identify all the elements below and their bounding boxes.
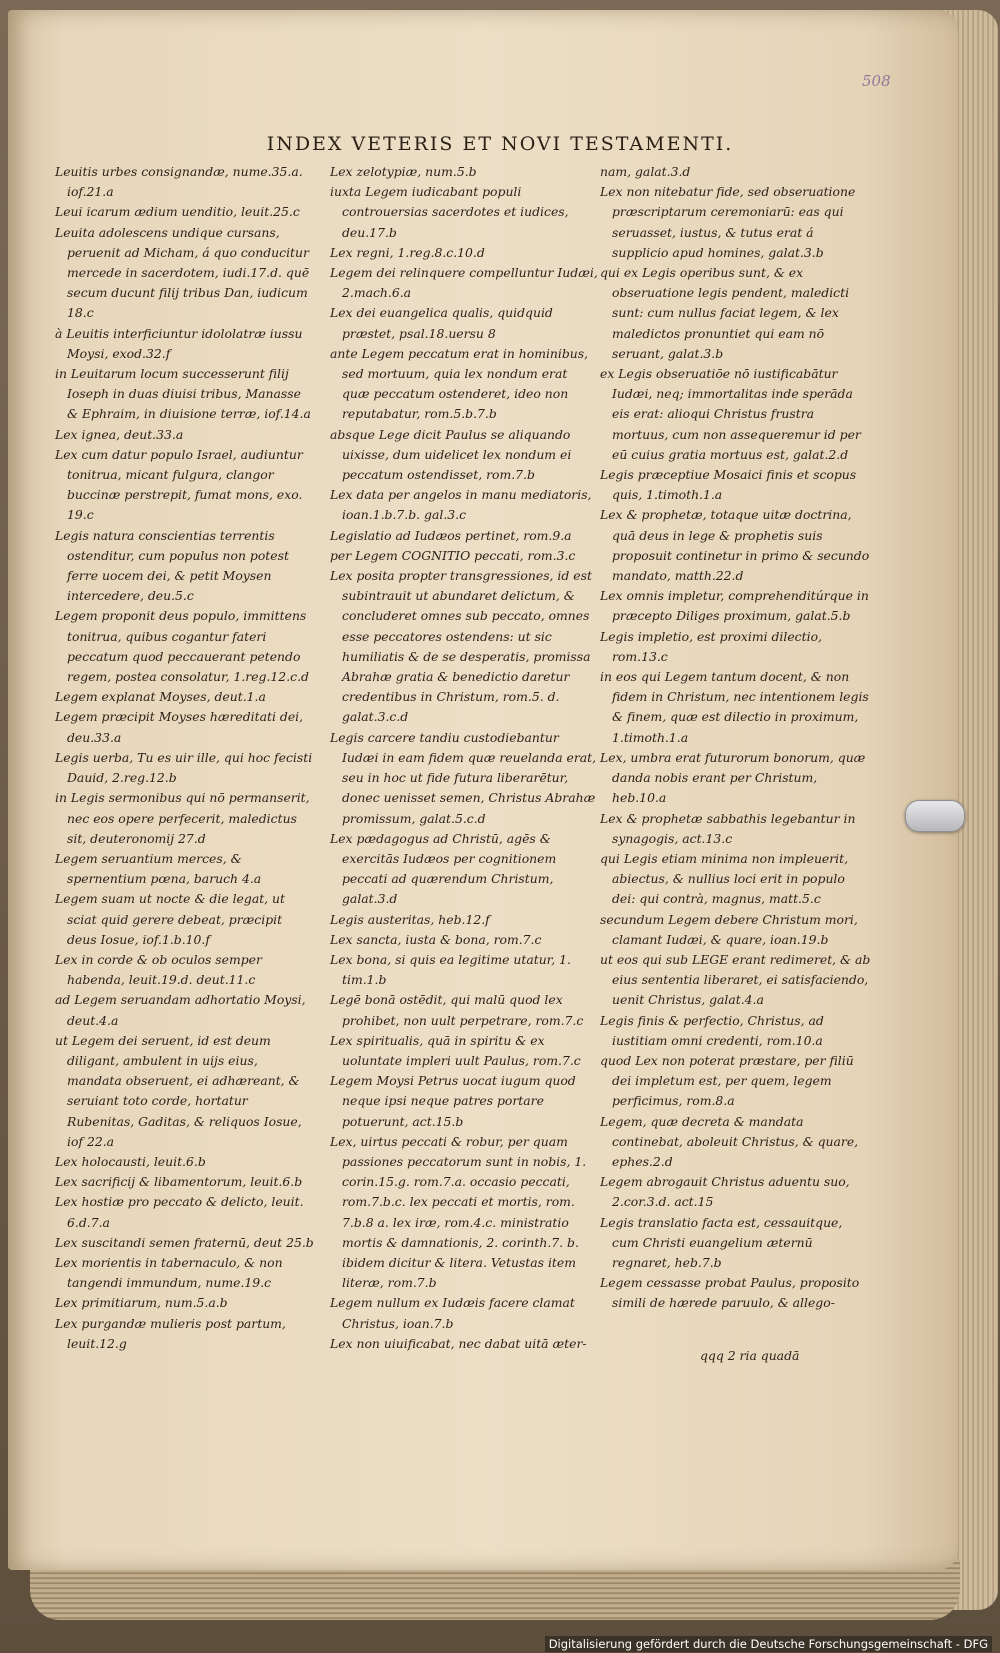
index-entry: Lex holocausti, leuit.6.b bbox=[55, 1153, 206, 1169]
index-entry: ante Legem peccatum erat in hominibus, sed mortuum, quia lex nondum erat quæ peccatum ostenderet, ideo non reputabatur, rom.5.b.7.b bbox=[330, 345, 589, 422]
index-entry: Legis finis & perfectio, Christus, ad iustitiam omni credenti, rom.10.a bbox=[600, 1012, 824, 1048]
index-entry: Legis austeritas, heb.12.f bbox=[330, 911, 490, 927]
index-entry: in Leuitarum locum successerunt filij Ioseph in duas diuisi tribus, Manasse & Ephraim, in diuisione terræ, iof.14.a bbox=[55, 366, 311, 422]
index-entry: Lex sancta, iusta & bona, rom.7.c bbox=[330, 931, 542, 947]
index-entry: Legem suam ut nocte & die legat, ut sciat quid gerere debeat, præcipit deus Iosue, iof.1.b.10.f bbox=[55, 891, 286, 947]
index-entry: Lex zelotypiæ, num.5.b bbox=[330, 164, 477, 179]
index-entry: Lex, umbra erat futurorum bonorum, quæ danda nobis erant per Christum, heb.10.a bbox=[600, 749, 866, 806]
index-entry: Legem nullum ex Iudæis facere clamat Christus, ioan.7.b bbox=[330, 1295, 575, 1331]
index-entry: Leuita adolescens undique cursans, peruenit ad Micham, á quo conducitur mercede in sacerdotem, iudi.17.d. quē secum ducunt filij tribus Dan, iudicum 18.c bbox=[55, 224, 310, 321]
index-entry: Lex cum datur populo Israel, audiuntur tonitrua, micant fulgura, clangor buccinæ perstrepit, fumat mons, exo. 19.c bbox=[55, 446, 303, 523]
index-entry: nam, galat.3.d bbox=[600, 164, 691, 179]
index-entry: ad Legem seruandam adhortatio Moysi, deut.4.a bbox=[55, 992, 306, 1028]
index-entry: Lex hostiæ pro peccato & delicto, leuit. 6.d.7.a bbox=[55, 1194, 304, 1230]
index-entry: Legem explanat Moyses, deut.1.a bbox=[55, 689, 266, 705]
index-entry: Legem proponit deus populo, immittens tonitrua, quibus cogantur fateri peccatum quod peccauerant petendo regem, postea consolatur, 1.reg.12.c.d bbox=[55, 608, 309, 685]
index-entry: Lex morientis in tabernaculo, & non tangendi immundum, nume.19.c bbox=[55, 1254, 283, 1291]
index-entry: secundum Legem debere Christum mori, clamant Iudæi, & quare, ioan.19.b bbox=[600, 911, 858, 947]
index-entry: Legem seruantium merces, & spernentium pœna, baruch 4.a bbox=[55, 850, 262, 887]
index-entry: Lex data per angelos in manu mediatoris, ioan.1.b.7.b. gal.3.c bbox=[330, 487, 592, 523]
index-entry: Lex spiritualis, quā in spiritu & ex uoluntate impleri uult Paulus, rom.7.c bbox=[330, 1032, 581, 1068]
index-entry: Leuitis urbes consignandæ, nume.35.a. iof.21.a bbox=[55, 164, 303, 200]
index-entry: Legis impletio, est proximi dilectio, rom.13.c bbox=[600, 628, 822, 664]
index-entry: Lex non nitebatur fide, sed obseruatione præscriptarum ceremoniarū: eas qui seruasset, iustus, & tutus erat á supplicio apud homines, galat.3.b bbox=[600, 184, 856, 260]
index-entry: Legis uerba, Tu es uir ille, qui hoc fecisti Dauid, 2.reg.12.b bbox=[55, 749, 313, 786]
index-entry: Legē bonā ostēdit, qui malū quod lex prohibet, non uult perpetrare, rom.7.c bbox=[330, 992, 584, 1028]
index-entry: ex Legis obseruatiōe nō iustificabātur Iudæi, neq; immortalitas inde sperāda eis erat: alioqui Christus frustra mortuus, cum non assequeremur id per eū cuius gratia mortuus est, galat.2.d bbox=[600, 366, 861, 462]
index-column-1 bbox=[55, 162, 315, 1354]
index-entry: per Legem COGNITIO peccati, rom.3.c bbox=[330, 547, 576, 563]
index-entry: Lex bona, si quis ea legitime utatur, 1. tim.1.b bbox=[330, 951, 571, 988]
index-entry: qui Legis etiam minima non impleuerit, abiectus, & nullius loci erit in populo dei: qui contrà, magnus, matt.5.c bbox=[600, 850, 849, 907]
index-entry: Legislatio ad Iudæos pertinet, rom.9.a bbox=[330, 527, 572, 543]
index-entry: à Leuitis interficiuntur idololatræ iussu Moysi, exod.32.f bbox=[55, 325, 303, 361]
index-column-3 bbox=[600, 162, 872, 1314]
index-entry: Lex & prophetæ sabbathis legebantur in synagogis, act.13.c bbox=[600, 810, 856, 846]
index-entry: Lex pædagogus ad Christū, agēs & exercitās Iudæos per cognitionem peccati ad quærendum Christum, galat.3.d bbox=[330, 830, 557, 907]
running-head: INDEX VETERIS ET NOVI TESTAMENTI. bbox=[266, 133, 734, 155]
index-entry: Lex & prophetæ, totaque uitæ doctrina, quā deus in lege & prophetis suis proposuit continetur in primo & secundo mandato, matth.22.d bbox=[600, 507, 870, 584]
index-entry: Lex non uiuificabat, nec dabat uitā æter- bbox=[330, 1335, 587, 1351]
index-entry: qui ex Legis operibus sunt, & ex obseruatione legis pendent, maledicti sunt: cum nullus faciat legem, & lex maledictos pronuntiet qui eam nō seruant, galat.3.b bbox=[600, 265, 850, 361]
index-entry: Legem dei relinquere compelluntur Iudæi, 2.mach.6.a bbox=[330, 265, 598, 301]
index-entry: in Legis sermonibus qui nō permanserit, nec eos opere perfecerit, maledictus sit, deuteronomij 27.d bbox=[55, 790, 310, 846]
index-entry: iuxta Legem iudicabant populi controuersias sacerdotes et iudices, deu.17.b bbox=[330, 184, 569, 240]
index-entry: Legem cessasse probat Paulus, proposito simili de hærede paruulo, & allego- bbox=[600, 1275, 860, 1311]
index-entry: Legem Moysi Petrus uocat iugum quod neque ipsi neque patres portare potuerunt, act.15.b bbox=[330, 1073, 576, 1129]
catchword: qqq 2 ria quadā bbox=[700, 1348, 800, 1363]
index-entry: absque Lege dicit Paulus se aliquando uixisse, dum uidelicet lex nondum ei peccatum ostendisset, rom.7.b bbox=[330, 426, 572, 483]
index-entry: Legem, quæ decreta & mandata continebat, aboleuit Christus, & quare, ephes.2.d bbox=[600, 1113, 859, 1169]
page-clip bbox=[905, 800, 965, 832]
index-column-2 bbox=[330, 162, 598, 1354]
index-entry: Lex suscitandi semen fraternū, deut 25.b bbox=[55, 1234, 314, 1250]
index-entry: Lex posita propter transgressiones, id est subintrauit ut abundaret delictum, & concluderet omnes sub peccato, omnes esse peccatores ostendens: ut sic humiliatis & de se desperatis, promissa Abrahæ gratia & benedictio daretur credentibus in Christum, rom.5. d. galat.3.c.d bbox=[330, 568, 592, 725]
index-entry: Legem abrogauit Christus aduentu suo, 2.cor.3.d. act.15 bbox=[600, 1174, 850, 1210]
index-entry: Lex regni, 1.reg.8.c.10.d bbox=[330, 244, 485, 260]
index-entry: Legem præcipit Moyses hæreditati dei, deu.33.a bbox=[55, 709, 304, 745]
index-entry: quod Lex non poterat præstare, per filiū dei impletum est, per quem, legem perficimus, rom.8.a bbox=[600, 1052, 854, 1109]
index-entry: Leui icarum ædium uenditio, leuit.25.c bbox=[55, 204, 300, 220]
index-entry: in eos qui Legem tantum docent, & non fidem in Christum, nec intentionem legis & finem, quæ est dilectio in proximum, 1.timoth.1.a bbox=[600, 669, 869, 745]
index-entry: Lex purgandæ mulieris post partum, leuit.12.g bbox=[55, 1315, 286, 1351]
index-entry: ut Legem dei seruent, id est deum diligant, ambulent in uijs eius, mandata obseruent, ei adhæreant, & seruiant toto corde, hortatur Rubenitas, Gaditas, & reliquos Iosue, iof 22.a bbox=[55, 1032, 302, 1149]
index-entry: Lex sacrificij & libamentorum, leuit.6.b bbox=[55, 1174, 303, 1190]
index-entry: Legis translatio facta est, cessauitque, cum Christi euangelium æternū regnaret, heb.7.b bbox=[600, 1214, 843, 1270]
folio-number: 508 bbox=[862, 72, 891, 90]
index-entry: Legis præceptiue Mosaici finis et scopus quis, 1.timoth.1.a bbox=[600, 467, 857, 503]
footer-credit: Digitalisierung gefördert durch die Deutsche Forschungsgemeinschaft - DFG bbox=[545, 1636, 992, 1652]
index-entry: Lex primitiarum, num.5.a.b bbox=[55, 1295, 228, 1311]
index-entry: Lex, uirtus peccati & robur, per quam passiones peccatorum sunt in nobis, 1. corin.15.g. rom.7.a. occasio peccati, rom.7.b.c. lex peccati et mortis, rom. 7.b.8 a. lex iræ, rom.4.c. ministratio mortis & damnationis, 2. corinth.7. b. ibidem dicitur & litera. Vetustas item literæ, rom.7.b bbox=[330, 1133, 587, 1291]
index-entry: ut eos qui sub LEGE erant redimeret, & ab eius sententia liberaret, ei satisfaciendo, uenit Christus, galat.4.a bbox=[600, 951, 871, 1008]
index-entry: Lex ignea, deut.33.a bbox=[55, 426, 184, 442]
index-entry: Legis carcere tandiu custodiebantur Iudæi in eam fidem quæ reuelanda erat, seu in hoc ut fide futura liberarētur, donec uenisset semen, Christus Abrahæ promissum, galat.5.c.d bbox=[330, 729, 597, 826]
index-entry: Lex dei euangelica qualis, quidquid præstet, psal.18.uersu 8 bbox=[330, 305, 553, 341]
index-entry: Lex omnis impletur, comprehenditúrque in præcepto Diliges proximum, galat.5.b bbox=[600, 588, 869, 624]
index-entry: Legis natura conscientias terrentis ostenditur, cum populus non potest ferre uocem dei, & petit Moysen intercedere, deu.5.c bbox=[55, 527, 289, 604]
index-entry: Lex in corde & ob oculos semper habenda, leuit.19.d. deut.11.c bbox=[55, 951, 262, 988]
